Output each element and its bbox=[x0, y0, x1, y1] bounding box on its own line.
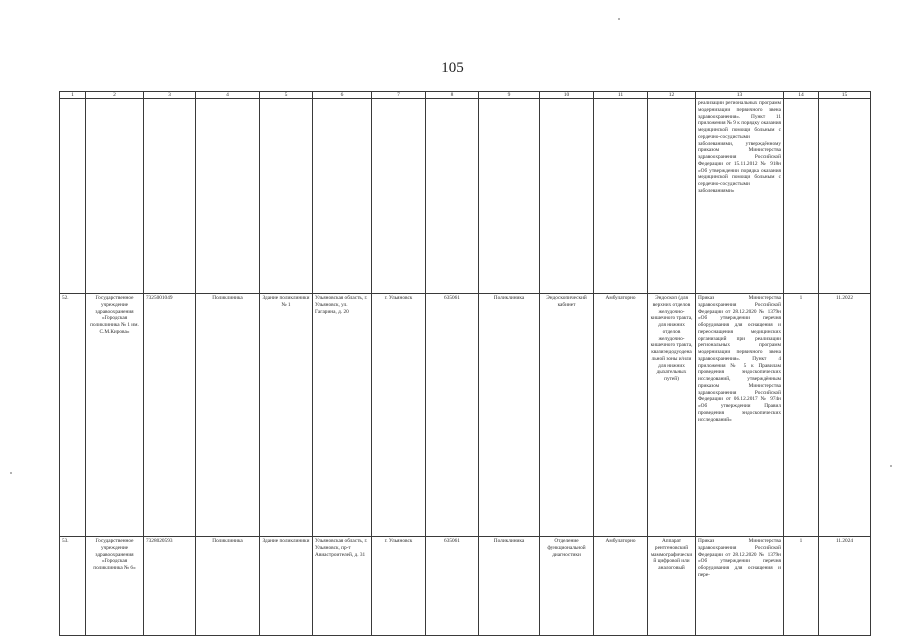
column-header: 13 bbox=[696, 92, 784, 99]
column-header: 2 bbox=[86, 92, 144, 99]
column-header: 5 bbox=[260, 92, 313, 99]
cell-address: Ульяновская область, г. Ульяновск, ул. Гагарина, д. 20 bbox=[313, 294, 372, 537]
column-header: 15 bbox=[819, 92, 871, 99]
cell-city: г. Ульяновск bbox=[372, 537, 426, 636]
scan-speck bbox=[10, 472, 12, 474]
cell-org-type: Поликлиника bbox=[479, 294, 540, 537]
cell-city bbox=[372, 99, 426, 294]
cell-care-form: Амбулаторно bbox=[594, 537, 648, 636]
cell-quantity: 1 bbox=[784, 537, 819, 636]
table-row-53 bbox=[60, 537, 871, 636]
column-header: 3 bbox=[144, 92, 196, 99]
cell-type bbox=[196, 99, 260, 294]
cell-equipment bbox=[648, 99, 696, 294]
cell-equipment: Аппарат рентгеновский маммографический цифровой или аналоговый bbox=[648, 537, 696, 636]
cell-department: Эндоскопический кабинет bbox=[540, 294, 594, 537]
column-header: 11 bbox=[594, 92, 648, 99]
cell-equipment: Эндоскоп (для верхних отделов желудочно-кишечного тракта, для нижних отделов желудочно-кишечного тракта, квазиэндодуоденальной зоны и/или для нижних дыхательных путей) bbox=[648, 294, 696, 537]
cell-city: г. Ульяновск bbox=[372, 294, 426, 537]
cell-organization bbox=[86, 99, 144, 294]
cell-code: 635061 bbox=[426, 537, 479, 636]
cell-legal-basis: реализации региональных программ модернизации первичного звена здравоохранения». Пункт 11 приложения № 9 к порядку оказания медицинской помощи больным с сердечно-сосудистыми заболеваниями, утверждённому приказом Министерства здравоохранения Российской Федерации от 15.11.2012 № 918н «Об утверждении порядка оказания медицинской помощи больным с сердечно-сосудистыми заболеваниями» bbox=[696, 99, 784, 294]
cell-org-type bbox=[479, 99, 540, 294]
cell-department bbox=[540, 99, 594, 294]
cell-building: Здание поликлиники bbox=[260, 537, 313, 636]
column-header: 4 bbox=[196, 92, 260, 99]
cell-building: Здание поликлиники № 1 bbox=[260, 294, 313, 537]
cell-quantity bbox=[784, 99, 819, 294]
scan-speck bbox=[890, 465, 892, 467]
cell-number: 52. bbox=[60, 294, 86, 537]
cell-number bbox=[60, 99, 86, 294]
cell-date: 11.2024 bbox=[819, 537, 871, 636]
page-number: 105 bbox=[441, 60, 464, 76]
column-header: 1 bbox=[60, 92, 86, 99]
column-header: 9 bbox=[479, 92, 540, 99]
column-header: 8 bbox=[426, 92, 479, 99]
column-header: 12 bbox=[648, 92, 696, 99]
column-header: 10 bbox=[540, 92, 594, 99]
cell-address: Ульяновская область, г. Ульяновск, пр-т Авиастроителей, д. 31 bbox=[313, 537, 372, 636]
cell-type: Поликлиника bbox=[196, 537, 260, 636]
column-header: 6 bbox=[313, 92, 372, 99]
cell-care-form bbox=[594, 99, 648, 294]
cell-inn: 7325001049 bbox=[144, 294, 196, 537]
cell-inn: 7328020593 bbox=[144, 537, 196, 636]
table-row-continuation bbox=[60, 99, 871, 294]
cell-number: 53. bbox=[60, 537, 86, 636]
cell-building bbox=[260, 99, 313, 294]
equipment-table bbox=[59, 91, 871, 636]
cell-legal-basis: Приказ Министерства здравоохранения Российской Федерации от 28.12.2020 № 1379н «Об утверждении перечня оборудования для оснащения и переоснащения медицинских организаций при реализации региональных программ модернизации первичного звена здравоохранения». Пункт 4 приложения № 5 к Правилам проведения эндоскопических исследований, утверждённым приказом Министерства здравоохранения Российской Федерации от 06.12.2017 № 974н «Об утверждении Правил проведения эндоскопических исследований» bbox=[696, 294, 784, 537]
cell-code bbox=[426, 99, 479, 294]
cell-quantity: 1 bbox=[784, 294, 819, 537]
header-row bbox=[60, 92, 871, 99]
table-row-52 bbox=[60, 294, 871, 537]
cell-care-form: Амбулаторно bbox=[594, 294, 648, 537]
cell-code: 635061 bbox=[426, 294, 479, 537]
cell-type: Поликлиника bbox=[196, 294, 260, 537]
scan-speck bbox=[618, 18, 620, 20]
cell-organization: Государственное учреждение здравоохранения «Городская поликлиника № 6» bbox=[86, 537, 144, 636]
column-header: 7 bbox=[372, 92, 426, 99]
cell-inn bbox=[144, 99, 196, 294]
cell-date bbox=[819, 99, 871, 294]
cell-department: Отделение функциональной диагностики bbox=[540, 537, 594, 636]
column-header: 14 bbox=[784, 92, 819, 99]
cell-address bbox=[313, 99, 372, 294]
cell-organization: Государственное учреждение здравоохранения «Городская поликлиника № 1 им. С.М.Кирова» bbox=[86, 294, 144, 537]
cell-legal-basis: Приказ Министерства здравоохранения Российской Федерации от 28.12.2020 № 1379н «Об утверждении перечня оборудования для оснащения и пере- bbox=[696, 537, 784, 636]
cell-date: 11.2022 bbox=[819, 294, 871, 537]
cell-org-type: Поликлиника bbox=[479, 537, 540, 636]
